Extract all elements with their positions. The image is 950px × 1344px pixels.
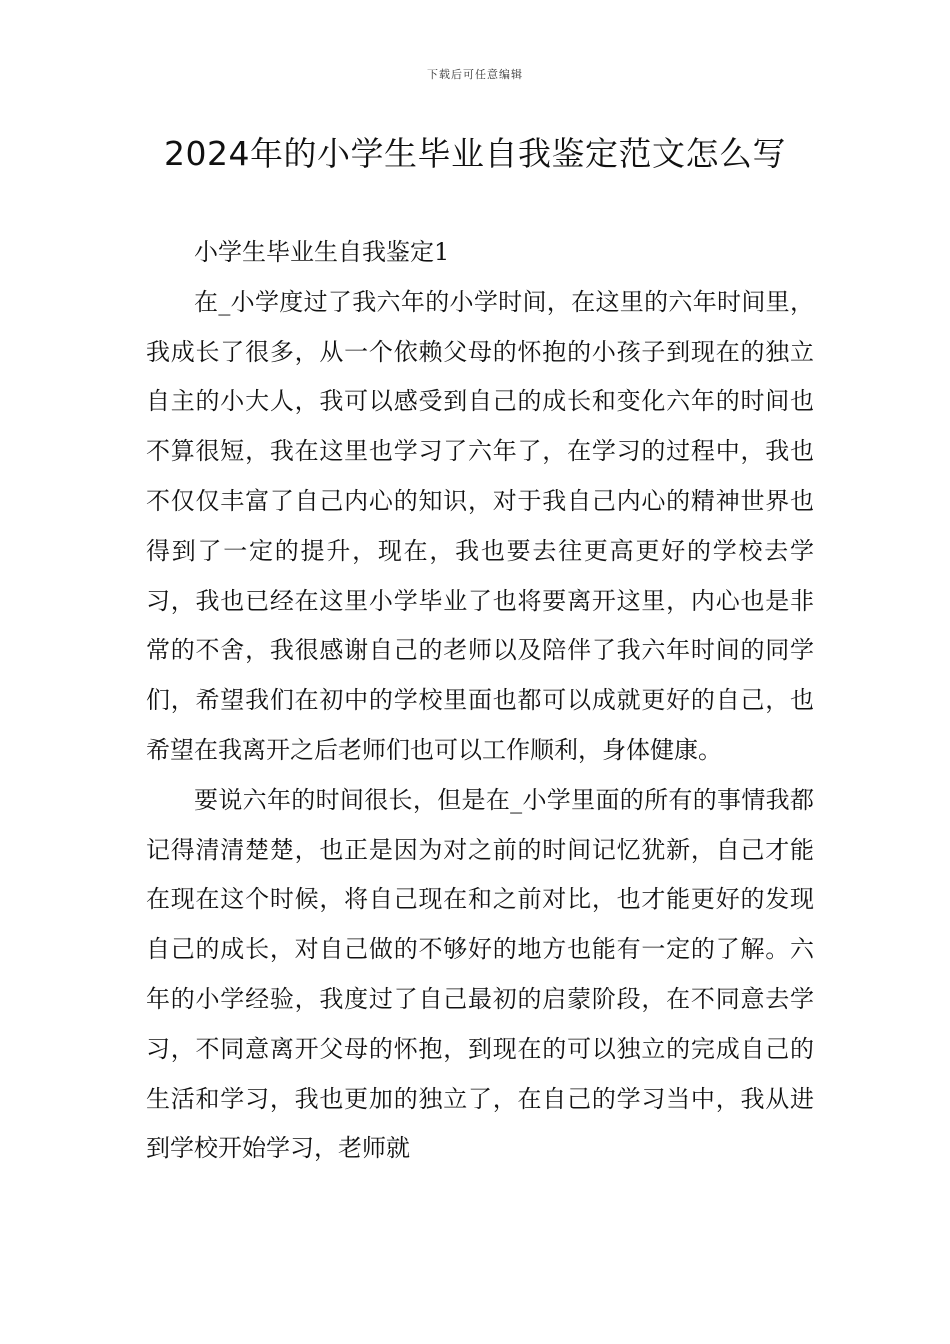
paragraph-1: 在_小学度过了我六年的小学时间，在这里的六年时间里，我成长了很多，从一个依赖父母的怀抱的小孩子到现在的独立自主的小大人，我可以感受到自己的成长和变化六年的时间也不算很短，我在这里也学习了六年了，在学习的过程中，我也不仅仅丰富了自己内心的知识，对于我自己内心的精神世界也得到了一定的提升，现在，我也要去往更高更好的学校去学习，我也已经在这里小学毕业了也将要离开这里，内心也是非常的不舍，我很感谢自己的老师以及陪伴了我六年时间的同学们，希望我们在初中的学校里面也都可以成就更好的自己，也希望在我离开之后老师们也可以工作顺利，身体健康。: [146, 287, 814, 764]
header-note: 下载后可任意编辑: [427, 68, 523, 81]
document-title: 2024年的小学生毕业自我鉴定范文怎么写: [164, 134, 786, 173]
document-body: [146, 228, 814, 1174]
section-heading: 小学生毕业生自我鉴定1: [194, 238, 450, 266]
paragraph-2: 要说六年的时间很长，但是在_小学里面的所有的事情我都记得清清楚楚，也正是因为对之前的时间记忆犹新，自己才能在现在这个时候，将自己现在和之前对比，也才能更好的发现自己的成长，对自己做的不够好的地方也能有一定的了解。六年的小学经验，我度过了自己最初的启蒙阶段，在不同意去学习，不同意离开父母的怀抱，到现在的可以独立的完成自己的生活和学习，我也更加的独立了，在自己的学习当中，我从进到学校开始学习，老师就: [146, 785, 814, 1163]
